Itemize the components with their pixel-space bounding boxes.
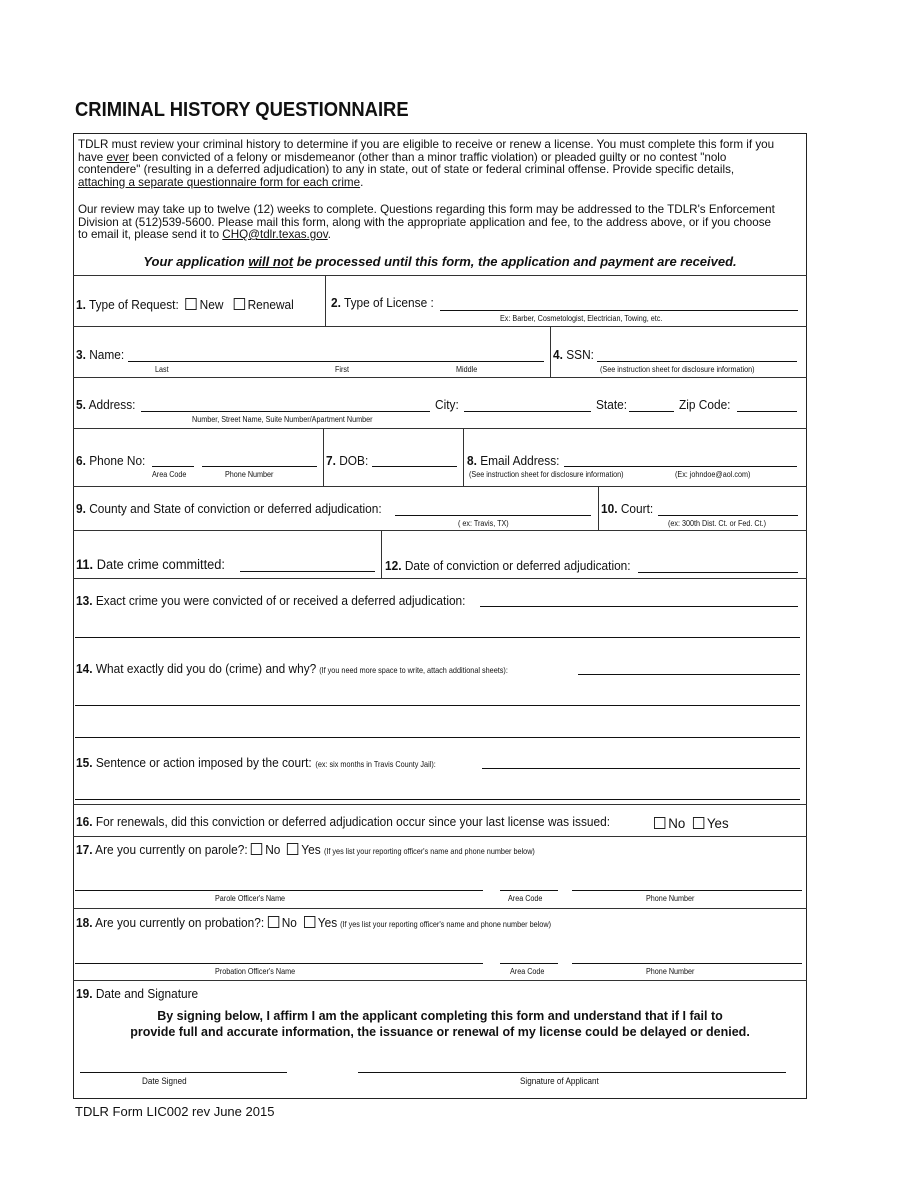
q10-number: 10. [601, 502, 618, 516]
q13-field-line-2[interactable] [75, 637, 800, 638]
q16-label: For renewals, did this conviction or deferred adjudication occur since your last license was issued: [95, 815, 611, 829]
q18-no-label: No [281, 916, 297, 930]
signature-hint: Signature of Applicant [520, 1076, 599, 1086]
row-divider [73, 326, 807, 327]
q18-number: 18. [76, 916, 93, 930]
q2-number: 2. [331, 296, 341, 310]
notice-text: be processed until this form, the application and payment are received. [293, 254, 737, 269]
row-divider [73, 428, 807, 429]
q14-field-line-3[interactable] [75, 737, 800, 738]
q8-email [467, 454, 559, 468]
q4-ssn-field[interactable] [597, 361, 797, 362]
q16-renewal-timing [76, 815, 610, 829]
intro-separate-form: attaching a separate questionnaire form for each crime [78, 174, 361, 189]
form-frame [73, 133, 807, 1099]
page-title: CRIMINAL HISTORY QUESTIONNAIRE [75, 99, 409, 121]
q1-label: Type of Request: [89, 298, 179, 312]
q5-state-field[interactable] [629, 411, 674, 412]
q5-city-label: City: [435, 398, 459, 412]
q3-name [76, 348, 124, 362]
q18-hint: (If yes list your reporting officer's name and phone number below) [340, 919, 552, 929]
q4-label: SSN: [566, 348, 594, 362]
q3-last-hint: Last [155, 365, 169, 374]
row-divider [73, 377, 807, 378]
q3-number: 3. [76, 348, 86, 362]
q5-city-field[interactable] [464, 411, 591, 412]
row-divider [73, 486, 807, 487]
row-divider [73, 530, 807, 531]
col-divider [598, 486, 599, 530]
q17-phone-field[interactable] [572, 890, 802, 891]
q14-what-did-you-do [76, 662, 529, 676]
q2-license-field[interactable] [440, 310, 798, 311]
q16-no-checkbox[interactable] [654, 817, 665, 829]
q18-yes-label: Yes [317, 916, 338, 930]
signature-field[interactable] [358, 1072, 786, 1073]
notice-emphasis: will not [248, 254, 294, 269]
q2-label: Type of License : [344, 296, 434, 310]
q6-phone-hint: Phone Number [225, 470, 274, 479]
row-divider [73, 980, 807, 981]
intro-ever: ever [106, 149, 130, 164]
q5-number: 5. [76, 398, 86, 412]
q4-number: 4. [553, 348, 563, 362]
q8-hint-disclosure: (See instruction sheet for disclosure information) [469, 470, 624, 479]
q19-date-signature [76, 987, 198, 1001]
q3-name-field[interactable] [128, 361, 544, 362]
q11-date-committed [76, 557, 225, 572]
col-divider [381, 530, 382, 578]
q15-field-line-1[interactable] [482, 768, 800, 769]
q17-area-hint: Area Code [508, 894, 543, 903]
q17-number: 17. [76, 843, 93, 857]
q1-renewal-label: Renewal [247, 298, 294, 312]
q17-parole [76, 843, 558, 857]
q16-options [654, 815, 729, 831]
q17-hint: (If yes list your reporting officer's name and phone number below) [323, 846, 535, 856]
q17-phone-hint: Phone Number [646, 894, 695, 903]
date-signed-field[interactable] [80, 1072, 287, 1073]
col-divider [323, 428, 324, 486]
row-divider [73, 275, 807, 276]
q2-hint: Ex: Barber, Cosmetologist, Electrician, Towing, etc. [500, 314, 663, 323]
q17-no-label: No [265, 843, 281, 857]
q16-yes-label: Yes [706, 815, 729, 831]
row-divider [73, 836, 807, 837]
q1-renewal-checkbox[interactable] [233, 298, 244, 310]
q4-ssn [553, 348, 594, 362]
q18-yes-checkbox[interactable] [304, 916, 315, 928]
q10-label: Court: [620, 502, 654, 516]
q11-date-field[interactable] [240, 571, 375, 572]
row-divider [73, 578, 807, 579]
q5-address-field[interactable] [141, 411, 430, 412]
form-footer: TDLR Form LIC002 rev June 2015 [75, 1104, 275, 1119]
q2-type-of-license [331, 296, 434, 310]
q17-area-code-field[interactable] [500, 890, 558, 891]
q12-date-conviction [385, 559, 631, 573]
q15-number: 15. [76, 756, 93, 770]
q18-officer-hint: Probation Officer's Name [215, 967, 296, 976]
q8-email-field[interactable] [564, 466, 797, 467]
q18-phone-field[interactable] [572, 963, 802, 964]
q1-type-of-request [76, 298, 294, 312]
q13-number: 13. [76, 594, 93, 608]
q13-label: Exact crime you were convicted of or received a deferred adjudication: [95, 594, 466, 608]
q9-county-state [76, 502, 382, 516]
q16-no-label: No [668, 815, 686, 831]
q6-label: Phone No: [89, 454, 146, 468]
q19-label: Date and Signature [95, 987, 199, 1001]
q18-officer-field[interactable] [75, 963, 483, 964]
q6-number: 6. [76, 454, 86, 468]
q18-label: Are you currently on probation?: [95, 916, 265, 930]
q15-label: Sentence or action imposed by the court: [95, 756, 312, 770]
q14-hint: (If you need more space to write, attach additional sheets): [319, 665, 509, 675]
col-divider [325, 275, 326, 326]
date-signed-hint: Date Signed [142, 1076, 187, 1086]
q11-number: 11. [76, 557, 94, 572]
intro-paragraph-2 [78, 203, 782, 241]
q15-sentence [76, 756, 449, 770]
row-divider [73, 804, 807, 805]
q17-officer-field[interactable] [75, 890, 483, 891]
q1-new-checkbox[interactable] [185, 298, 196, 310]
notice-text: Your application [143, 254, 249, 269]
q15-hint: (ex: six months in Travis County Jail): [314, 759, 436, 769]
q4-hint: (See instruction sheet for disclosure information) [600, 365, 755, 374]
q19-number: 19. [76, 987, 93, 1001]
q5-address [76, 398, 135, 412]
q8-number: 8. [467, 454, 477, 468]
q12-number: 12. [385, 559, 402, 573]
q1-new-label: New [199, 298, 224, 312]
q17-yes-checkbox[interactable] [287, 843, 298, 855]
q13-exact-crime [76, 594, 465, 608]
q7-label: DOB: [339, 454, 369, 468]
row-divider [73, 908, 807, 909]
q12-label: Date of conviction or deferred adjudication: [404, 559, 631, 573]
intro-text: . [327, 227, 331, 241]
q11-label: Date crime committed: [96, 557, 226, 572]
q8-hint-example: (Ex: johndoe@aol.com) [675, 470, 751, 479]
intro-text: Our review may take up to twelve (12) weeks to complete. Questions regarding this form may be addressed to the TDLR's Enforcement Division at (512)539-5600. Please mail this form, along with the appropriate application and fee, to the address above, or if you choose to email it, please send it to [78, 202, 775, 241]
q1-number: 1. [76, 298, 86, 312]
col-divider [550, 326, 551, 377]
q5-zip-label: Zip Code: [679, 398, 731, 412]
q6-phone-number-field[interactable] [202, 466, 317, 467]
q8-label: Email Address: [480, 454, 560, 468]
q7-number: 7. [326, 454, 336, 468]
q6-area-code-field[interactable] [152, 466, 194, 467]
q17-no-checkbox[interactable] [251, 843, 262, 855]
q5-state-label: State: [596, 398, 628, 412]
q10-hint: (ex: 300th Dist. Ct. or Fed. Ct.) [668, 519, 767, 528]
q14-field-line-2[interactable] [75, 705, 800, 706]
q3-middle-hint: Middle [456, 365, 478, 374]
q14-field-line-1[interactable] [578, 674, 800, 675]
q5-zip-field[interactable] [737, 411, 797, 412]
q3-label: Name: [89, 348, 125, 362]
q18-no-checkbox[interactable] [267, 916, 278, 928]
intro-paragraph-1 [78, 138, 782, 188]
intro-text: TDLR must review your criminal history to determine if you are eligible to receive or renew a license. You must complete this form if you have [78, 137, 775, 164]
q18-phone-hint: Phone Number [646, 967, 695, 976]
q17-label: Are you currently on parole?: [95, 843, 248, 857]
q16-number: 16. [76, 815, 93, 829]
q5-hint: Number, Street Name, Suite Number/Apartment Number [192, 415, 373, 424]
intro-text: been convicted of a felony or misdemeanor (other than a minor traffic violation) or pleaded guilty or no contest "nolo contendere" (resulting in a deferred adjudication) to any in state, out of state or federal criminal offense. Provide specific details, [78, 149, 735, 176]
q6-area-hint: Area Code [152, 470, 187, 479]
q5-label: Address: [88, 398, 136, 412]
q9-hint: ( ex: Travis, TX) [458, 519, 509, 528]
q10-court [601, 502, 653, 516]
q14-label: What exactly did you do (crime) and why? [95, 662, 317, 676]
q7-dob [326, 454, 368, 468]
q9-county-field[interactable] [395, 515, 591, 516]
q9-number: 9. [76, 502, 86, 516]
q14-number: 14. [76, 662, 93, 676]
q16-yes-checkbox[interactable] [693, 817, 704, 829]
q17-officer-hint: Parole Officer's Name [215, 894, 286, 903]
col-divider [463, 428, 464, 486]
q6-phone [76, 454, 145, 468]
processing-notice [75, 254, 805, 269]
intro-text: . [360, 174, 364, 189]
q15-field-line-2[interactable] [75, 799, 800, 800]
affirmation-line-1: By signing below, I affirm I am the applicant completing this form and understand that if I fail to [157, 1009, 723, 1023]
q10-court-field[interactable] [658, 515, 798, 516]
q12-date-field[interactable] [638, 572, 798, 573]
q3-first-hint: First [335, 365, 350, 374]
q17-yes-label: Yes [301, 843, 321, 857]
q13-field-line-1[interactable] [480, 606, 798, 607]
affirmation-line-2: provide full and accurate information, the issuance or renewal of my license could be delayed or denied. [130, 1025, 750, 1039]
q18-probation [76, 916, 575, 930]
q7-dob-field[interactable] [372, 466, 457, 467]
email-link[interactable]: CHQ@tdlr.texas.gov [222, 227, 328, 241]
q18-area-hint: Area Code [510, 967, 545, 976]
q9-label: County and State of conviction or deferred adjudication: [89, 502, 382, 516]
q18-area-code-field[interactable] [500, 963, 558, 964]
